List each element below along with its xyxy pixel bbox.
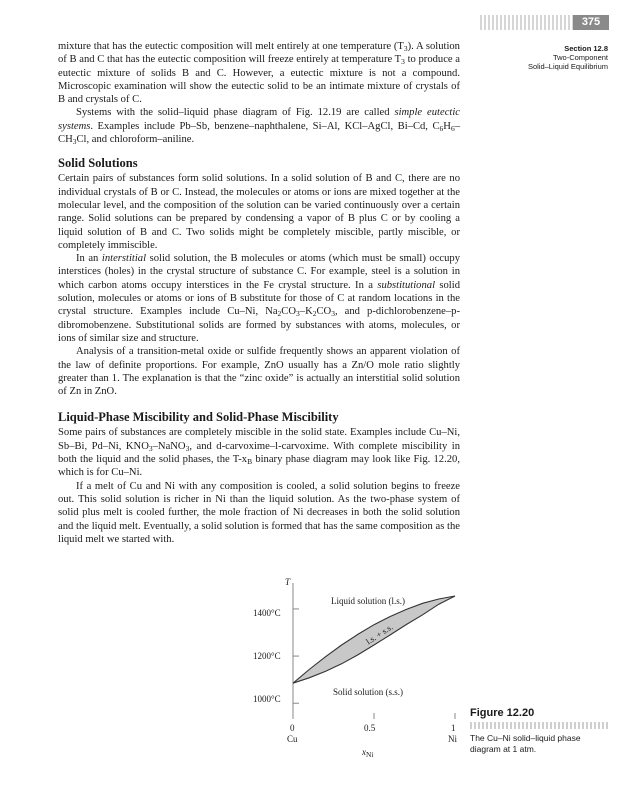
x-tick-0: 0 (290, 723, 295, 733)
region-solid-label: Solid solution (s.s.) (333, 687, 404, 697)
page-number: 375 (573, 15, 609, 30)
x-tick-0.5: 0.5 (364, 723, 376, 733)
section-title-line2: Solid–Liquid Equilibrium (527, 62, 608, 71)
figure-caption: The Cu–Ni solid–liquid phase diagram at 1 atm. (470, 733, 581, 754)
body-text (58, 40, 460, 546)
phase-diagram (250, 575, 470, 765)
x-end-label-cu: Cu (287, 734, 298, 744)
region-two-phase-label: l.s. + s.s. (364, 621, 395, 647)
y-tick-1200: 1200°C (253, 651, 281, 661)
heading-solid-solutions: Solid Solutions (58, 156, 138, 171)
paragraph-1: mixture that has the eutectic composition will melt entirely at one temperature $(T_3)$. A solution of B and C that has the eutectic composition will freeze entirely at temperature $T_3$ to produce a eutectic mixture of solids B and C. However, a eutectic mixture is not a compound. Microscopic examination will show the eutectic solid to be an intimate mixture of crystals of B and crystals of C. (58, 41, 460, 106)
x-end-label-ni: Ni (448, 734, 457, 744)
section-number: Section 12.8 (564, 44, 608, 53)
section-title-line1: Two-Component (552, 53, 608, 62)
x-tick-1: 1 (451, 723, 456, 733)
heading-liquid-phase: Liquid-Phase Miscibility and Solid-Phase Miscibility (58, 410, 339, 425)
x-axis-label: $x_{Ni}$ (362, 747, 374, 759)
y-tick-1000: 1000°C (253, 694, 281, 704)
figure-label: Figure 12.20 (470, 707, 535, 719)
figure-rule (470, 722, 608, 729)
paragraph-5: Analysis of a transition-metal oxide or sulfide frequently shows an apparent violation of the law of definite proportions. For example, ZnO usually has a Zn/O mole ratio slightly greater than 1. The explanation is that the “zinc oxide” is actually an interstitial solid solution of Zn in ZnO. (58, 346, 460, 398)
paragraph-4: In an interstitial solid solution, the B molecules or atoms (which must be small) occupy interstices (holes) in the crystal structure of substance C. For example, steel is a solution in which carbon atoms occupy interstices in the Fe crystal structure. In a substitutional solid solution, molecules or atoms or ions of B substitute for those of C at random locations in the crystal structure. Examples include Cu–Ni, $Na_2CO_3-K_2CO_3$, and p-dichlorobenzene–p-dibromobenzene. Substitutional solids are formed by substances with atoms, molecules, or ions of similar size and structure. (58, 253, 460, 344)
y-tick-1400: 1400°C (253, 608, 281, 618)
paragraph-3: Certain pairs of substances form solid solutions. In a solid solution of B and C, there are no individual crystals of B or C. Instead, the molecules or atoms or ions are mixed together at the molecular level, and the composition of the solution can be varied continuously over a certain range. Solid solutions can be prepared by condensing a vapor of B plus C or by cooling a liquid solution of B and C. Two solids might be completely miscible, partly miscible, or completely immiscible. (58, 173, 460, 251)
y-axis-label: T (285, 577, 291, 587)
region-liquid-label: Liquid solution (l.s.) (331, 596, 405, 606)
paragraph-7: If a melt of Cu and Ni with any composition is cooled, a solid solution begins to freeze out. This solid solution is richer in Ni than the liquid solution. As the two-phase system of solid plus melt is cooled further, the mole fraction of Ni decreases in both the solid solution and the liquid melt. Eventually, a solid solution is formed that has the same composition as the liquid melt we started with. (58, 480, 460, 545)
paragraph-6: Some pairs of substances are completely miscible in the solid state. Examples include Cu–Ni, Sb–Bi, Pd–Ni, $KNO_3-NaNO_3$, and d-carvoxime–l-carvoxime. With complete miscibility in both the liquid and the solid phases, the $T-x_B$ binary phase diagram may look like Fig. 12.20, which is for Cu–Ni. (58, 427, 460, 479)
running-head (480, 44, 608, 71)
paragraph-2: Systems with the solid–liquid phase diagram of Fig. 12.19 are called simple eutectic systems. Examples include Pb–Sb, benzene–naphthalene, Si–Al, KCl–AgCl, Bi–Cd, $C_6H_6-CH_3Cl$, and chloroform–aniline. (58, 107, 460, 147)
